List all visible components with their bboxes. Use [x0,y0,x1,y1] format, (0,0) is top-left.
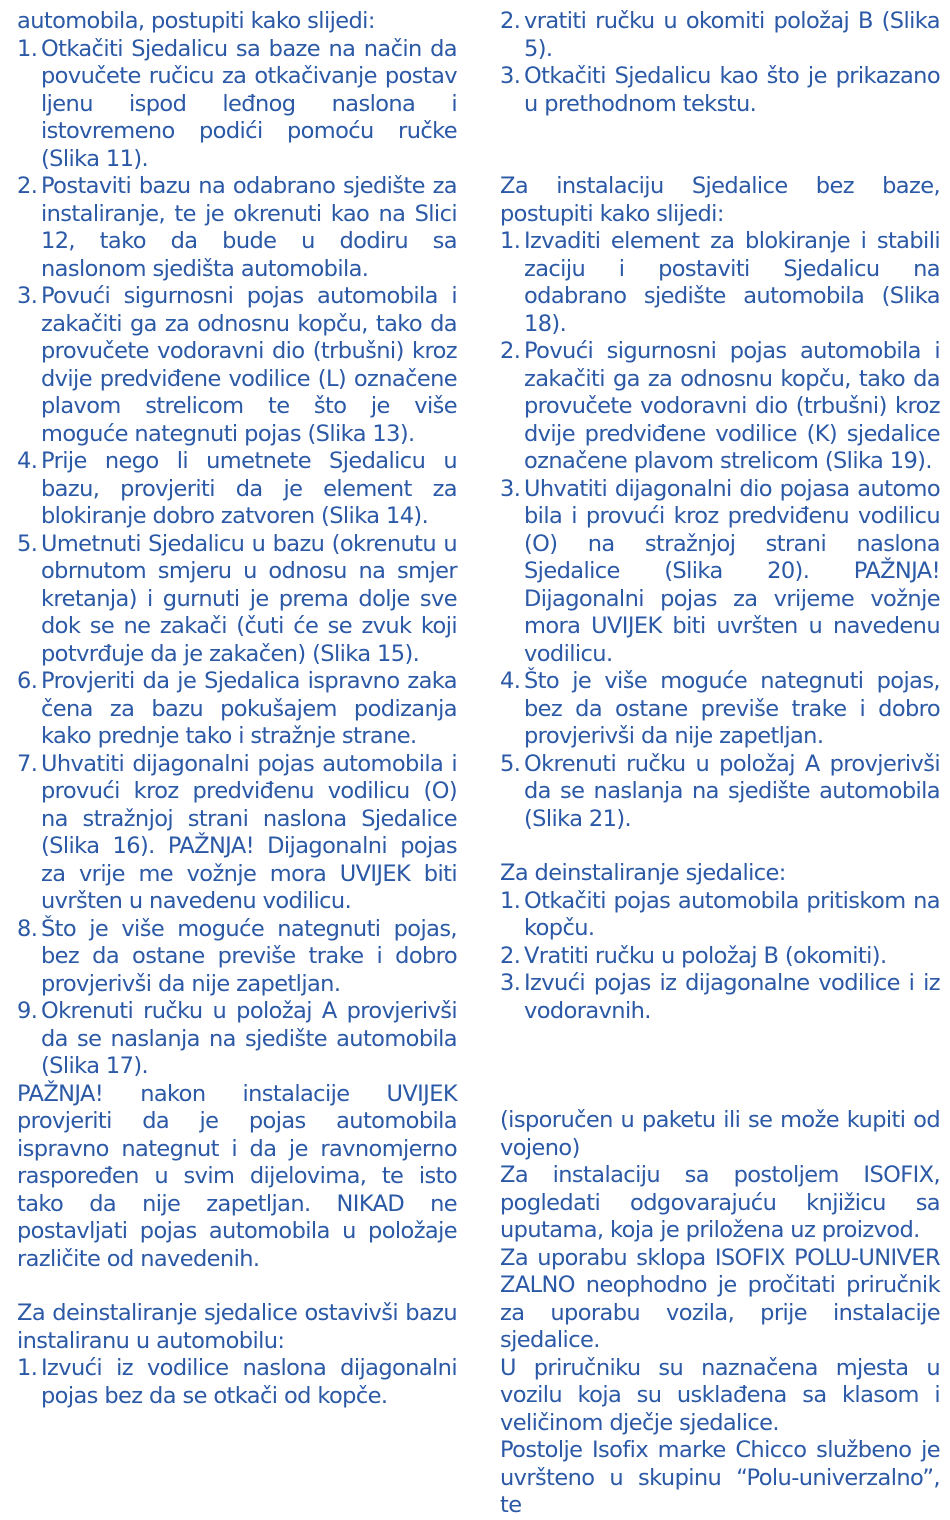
isofix-paragraph-4: Postolje Isofix marke Chicco službeno je uvršteno u skupinu “Polu-univerzalno”, te [500,1437,940,1518]
list-item-text: Provjeriti da je Sjedalica ispravno zaka čena za bazu pokušajem podizanja kako prednje tako i stražnje strane. [41,668,457,749]
uninstall2-steps-list [500,888,940,1026]
list-item-text: Okrenuti ručku u položaj A provjerivši da se naslanja na sjedište automobila (Slika 17). [41,998,457,1079]
list-item-text: Otkačiti pojas automobila pritiskom na kopču. [524,887,940,941]
list-item-number: 2. [500,8,521,34]
right-column [500,8,940,1520]
uninstall2-intro: Za deinstaliranje sjedalice: [500,860,786,886]
list-item-text: Povući sigurnosni pojas automobila i zakačiti ga za odnosnu kopču, tako da provučete vodoravni dio (trbušni) kroz dvije predviđene vodilice (K) sjedalice označene plavom strelicom (Slika 19). [524,338,940,474]
list-item-text: Povući sigurnosni pojas automobila i zakačiti ga za odnosnu kopču, tako da provučete vodoravni dio (trbušni) kroz dvije predviđene vodilice (L) označene plavom strelicom te što je više moguće nategnuti pojas (Slika 13). [41,283,457,447]
install-steps-list [17,36,457,1081]
isofix-paragraph-2: Za uporabu sklopa ISOFIX POLU-UNIVER ZALNO neophodno je pročitati priručnik za uporabu vozila, prije instalacije sjedalice. [500,1244,940,1353]
list-item-number: 3. [500,475,521,502]
intro-text: automobila, postupiti kako slijedi: [17,8,375,34]
list-item [17,531,457,669]
list-item [17,283,457,448]
nobase-steps-list [500,228,940,833]
list-item-number: 4. [500,668,521,694]
list-item [500,8,940,63]
list-item-text: Što je više moguće nategnuti pojas, bez da ostane previše trake i dobro provjerivši da nije zapetljan. [41,915,457,997]
isofix-paragraph-1: Za instalaciju sa postoljem ISOFIX, pogledati odgovarajuću knjižicu sa uputama, koja je priložena uz proizvod. [500,1162,940,1243]
isofix-paragraph-3: U priručniku su naznačena mjesta u vozilu koja su usklađena sa klasom i veličinom dječje sjedalice. [500,1354,940,1436]
list-item [17,173,457,283]
list-item [17,751,457,916]
list-item-text: Otkačiti Sjedalicu kao što je prikazano u prethodnom tekstu. [524,63,940,117]
list-item-number: 3. [17,283,38,309]
list-item-text: Vratiti ručku u položaj B (okomiti). [524,942,887,969]
list-item [500,63,940,118]
list-item [17,668,457,751]
list-item-text: Okrenuti ručku u položaj A provjerivši da se naslanja na sjedište automobila (Slika 21). [524,750,940,832]
list-item-number: 1. [17,35,38,62]
list-item [500,476,940,669]
list-item [500,751,940,834]
list-item-number: 3. [500,63,521,89]
list-item-text: Prije nego li umetnete Sjedalicu u bazu, provjeriti da je element za blokiranje dobro zatvoren (Slika 14). [41,448,457,529]
list-item-number: 6. [17,668,38,694]
list-item-number: 3. [500,970,521,996]
list-item [17,448,457,531]
list-item-text: vratiti ručku u okomiti položaj B (Slika 5). [524,8,940,62]
list-item-text: Izvući pojas iz dijagonalne vodilice i iz vodoravnih. [524,970,940,1024]
list-item-number: 1. [17,1355,38,1381]
list-item-text: Postaviti bazu na odabrano sjedište za instaliranje, te je okrenuti kao na Slici 12, tako da bude u dodiru sa naslonom sjedišta automobila. [41,173,457,282]
list-item-number: 4. [17,448,38,474]
list-item [500,943,940,971]
list-item-number: 1. [500,887,521,914]
continued-steps-list [500,8,940,118]
list-item [500,668,940,751]
list-item-number: 2. [500,338,521,364]
list-item-number: 8. [17,915,38,942]
list-item [500,338,940,476]
list-item-number: 2. [17,173,38,199]
list-item-text: Umetnuti Sjedalicu u bazu (okrenutu u obrnutom smjeru u odnosu na smjer kretanja) i gurnuti je prema dolje sve dok se ne zakači (čuti će se zvuk koji potvrđuje da je zakačen) (Slika 15). [41,530,457,667]
list-item-number: 2. [500,942,521,969]
left-column [17,8,457,1410]
list-item-text: Što je više moguće nategnuti pojas, bez da ostane previše trake i dobro provjerivši da nije zapetljan. [524,668,940,749]
isofix-note: (isporučen u paketu ili se može kupiti od vojeno) [500,1107,940,1161]
list-item [500,970,940,1025]
list-item-number: 9. [17,998,38,1024]
uninstall-intro: Za deinstaliranje sjedalice ostavivši bazu instaliranu u automobilu: [17,1300,457,1354]
list-item [500,228,940,338]
list-item-text: Otkačiti Sjedalicu sa baze na način da povučete ručicu za otkačivanje postav ljenu ispod leđnog naslona i istovremeno podići pomoću ručke (Slika 11). [41,35,457,172]
list-item [17,916,457,999]
list-item [17,998,457,1081]
nobase-intro: Za instalaciju Sjedalice bez baze, postupiti kako slijedi: [500,173,940,227]
list-item-text: Izvaditi element za blokiranje i stabili zaciju i postaviti Sjedalicu na odabrano sjedište automobila (Slika 18). [524,228,940,337]
warning-text: PAŽNJA! nakon instalacije UVIJEK provjeriti da je pojas automobila ispravno nategnut i da je ravnomjerno raspoređen u svim dijelovima, te isto tako da nije zapetljan. NIKAD ne postavljati pojas automobila u položaje različite od navedenih. [17,1080,457,1272]
list-item-text: Uhvatiti dijagonalni dio pojasa automo bila i provući kroz predviđenu vodilicu (O) na stražnjoj strani naslona Sjedalice (Slika 20). PAŽNJA! Dijagonalni pojas za vrijeme vožnje mora UVIJEK biti uvršten u navedenu vodilicu. [524,475,940,667]
list-item-text: Uhvatiti dijagonalni pojas automobila i provući kroz predviđenu vodilicu (O) na stražnjoj strani naslona Sjedalice (Slika 16). PAŽNJA! Dijagonalni pojas za vrije me vožnje mora UVIJEK biti uvršten u navedenu vodilicu. [41,750,457,914]
list-item-number: 1. [500,228,521,254]
list-item-number: 5. [500,750,521,777]
list-item-number: 7. [17,750,38,777]
list-item [17,1355,457,1410]
list-item-text: Izvući iz vodilice naslona dijagonalni pojas bez da se otkači od kopče. [41,1355,457,1409]
uninstall-steps-list [17,1355,457,1410]
list-item-number: 5. [17,530,38,557]
list-item [17,36,457,174]
list-item [500,888,940,943]
